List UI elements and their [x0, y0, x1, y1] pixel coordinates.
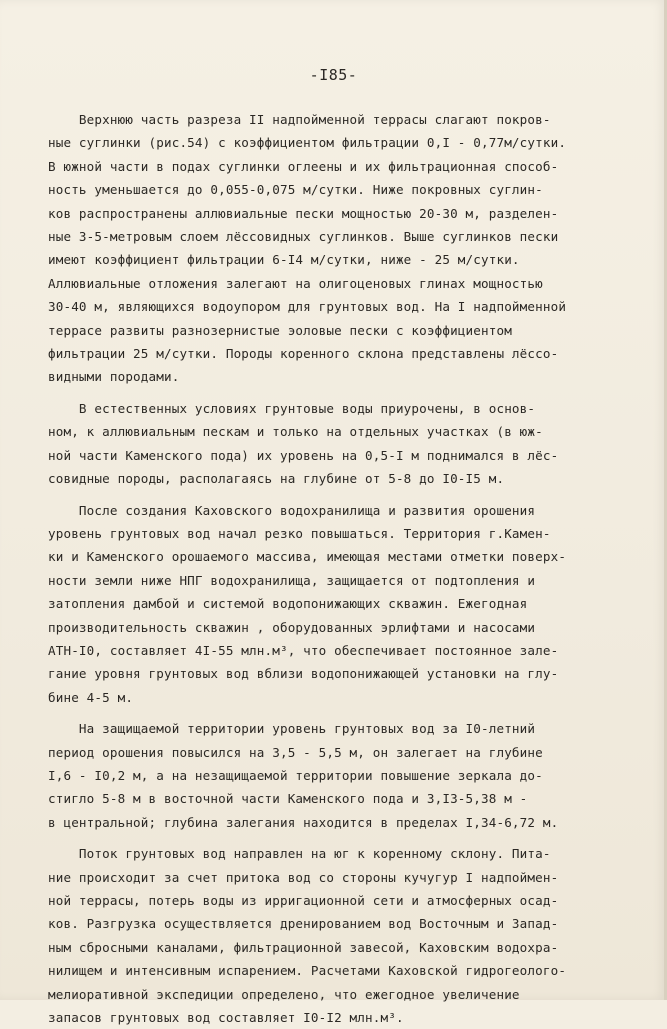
- paragraph-1: [48, 108, 623, 389]
- paragraph-spacer: [48, 491, 623, 499]
- text-line: видными породами.: [48, 369, 180, 385]
- text-line: ков распространены аллювиальные пески мощностью 20-30 м, разделен-: [48, 205, 559, 221]
- text-line: ные 3-5-метровым слоем лёссовидных суглинков. Выше суглинков пески: [48, 229, 559, 245]
- paragraph-spacer: [48, 834, 623, 842]
- paragraph-spacer: [48, 709, 623, 717]
- text-line: затопления дамбой и системой водопонижающих скважин. Ежегодная: [48, 596, 528, 612]
- text-line: уровень грунтовых вод начал резко повышаться. Территория г.Камен-: [48, 525, 551, 541]
- text-line: После создания Каховского водохранилища и развития орошения: [48, 502, 536, 518]
- text-line: В естественных условиях грунтовые воды приурочены, в основ-: [48, 400, 536, 416]
- text-line: ность уменьшается до 0,055-0,075 м/сутки. Ниже покровных суглин-: [48, 182, 543, 198]
- text-line: АТН-I0, составляет 4I-55 млн.м³, что обеспечивает постоянное зале-: [48, 642, 559, 658]
- text-line: бине 4-5 м.: [48, 689, 134, 705]
- text-line: фильтрации 25 м/сутки. Породы коренного склона представлены лёссо-: [48, 346, 559, 362]
- text-line: имеют коэффициент фильтрации 6-I4 м/сутки, ниже - 25 м/сутки.: [48, 252, 520, 268]
- text-line: ном, к аллювиальным пескам и только на отдельных участках (в юж-: [48, 424, 543, 440]
- paragraph-4: [48, 717, 623, 834]
- paragraph-2: [48, 397, 623, 491]
- text-line: террасе развиты разнозернистые эоловые пески с коэффициентом: [48, 322, 512, 338]
- text-line: ные суглинки (рис.54) с коэффициентом фильтрации 0,I - 0,77м/сутки.: [48, 135, 567, 151]
- text-line: Поток грунтовых вод направлен на юг к коренному склону. Пита-: [48, 846, 551, 862]
- text-line: в центральной; глубина залегания находится в пределах I,34-6,72 м.: [48, 814, 559, 830]
- paragraph-spacer: [48, 389, 623, 397]
- text-line: нилищем и интенсивным испарением. Расчетами Каховской гидрогеолого-: [48, 963, 567, 979]
- text-line: ние происходит за счет притока вод со стороны кучугур I надпоймен-: [48, 869, 559, 885]
- paragraph-5: [48, 842, 623, 1029]
- text-line: мелиоративной экспедиции определено, что ежегодное увеличение: [48, 986, 520, 1002]
- text-line: ки и Каменского орошаемого массива, имеющая местами отметки поверх-: [48, 549, 567, 565]
- paragraph-3: [48, 499, 623, 710]
- text-line: период орошения повысился на 3,5 - 5,5 м, он залегает на глубине: [48, 744, 543, 760]
- text-line: На защищаемой территории уровень грунтовых вод за I0-летний: [48, 721, 536, 737]
- text-line: запасов грунтовых вод составляет I0-I2 млн.м³.: [48, 1010, 404, 1026]
- text-line: ной террасы, потерь воды из ирригационной сети и атмосферных осад-: [48, 893, 559, 908]
- text-line: В южной части в подах суглинки оглеены и их фильтрационная способ-: [48, 158, 559, 174]
- text-line: ным сбросными каналами, фильтрационной завесой, Каховским водохра-: [48, 939, 559, 955]
- text-line: ков. Разгрузка осуществляется дренированием вод Восточным и Запад-: [48, 916, 559, 932]
- text-line: совидные породы, располагаясь на глубине от 5-8 до I0-I5 м.: [48, 471, 505, 487]
- text-line: ной части Каменского пода) их уровень на 0,5-I м поднимался в лёс-: [48, 447, 559, 463]
- text-line: I,6 - I0,2 м, а на незащищаемой территории повышение зеркала до-: [48, 767, 543, 783]
- text-line: производительность скважин , оборудованных эрлифтами и насосами: [48, 619, 536, 635]
- text-line: 30-40 м, являющихся водоупором для грунтовых вод. На I надпойменной: [48, 299, 567, 315]
- body-text: [48, 108, 623, 1029]
- text-line: ности земли ниже НПГ водохранилища, защищается от подтопления и: [48, 572, 536, 588]
- text-line: стигло 5-8 м в восточной части Каменского пода и 3,I3-5,38 м -: [48, 791, 528, 807]
- text-line: Верхнюю часть разреза II надпойменной террасы слагают покров-: [48, 112, 551, 127]
- page-number: -I85-: [309, 66, 358, 84]
- text-line: гание уровня грунтовых вод вблизи водопонижающей установки на глу-: [48, 666, 559, 682]
- text-line: Аллювиальные отложения залегают на олигоценовых глинах мощностью: [48, 275, 543, 291]
